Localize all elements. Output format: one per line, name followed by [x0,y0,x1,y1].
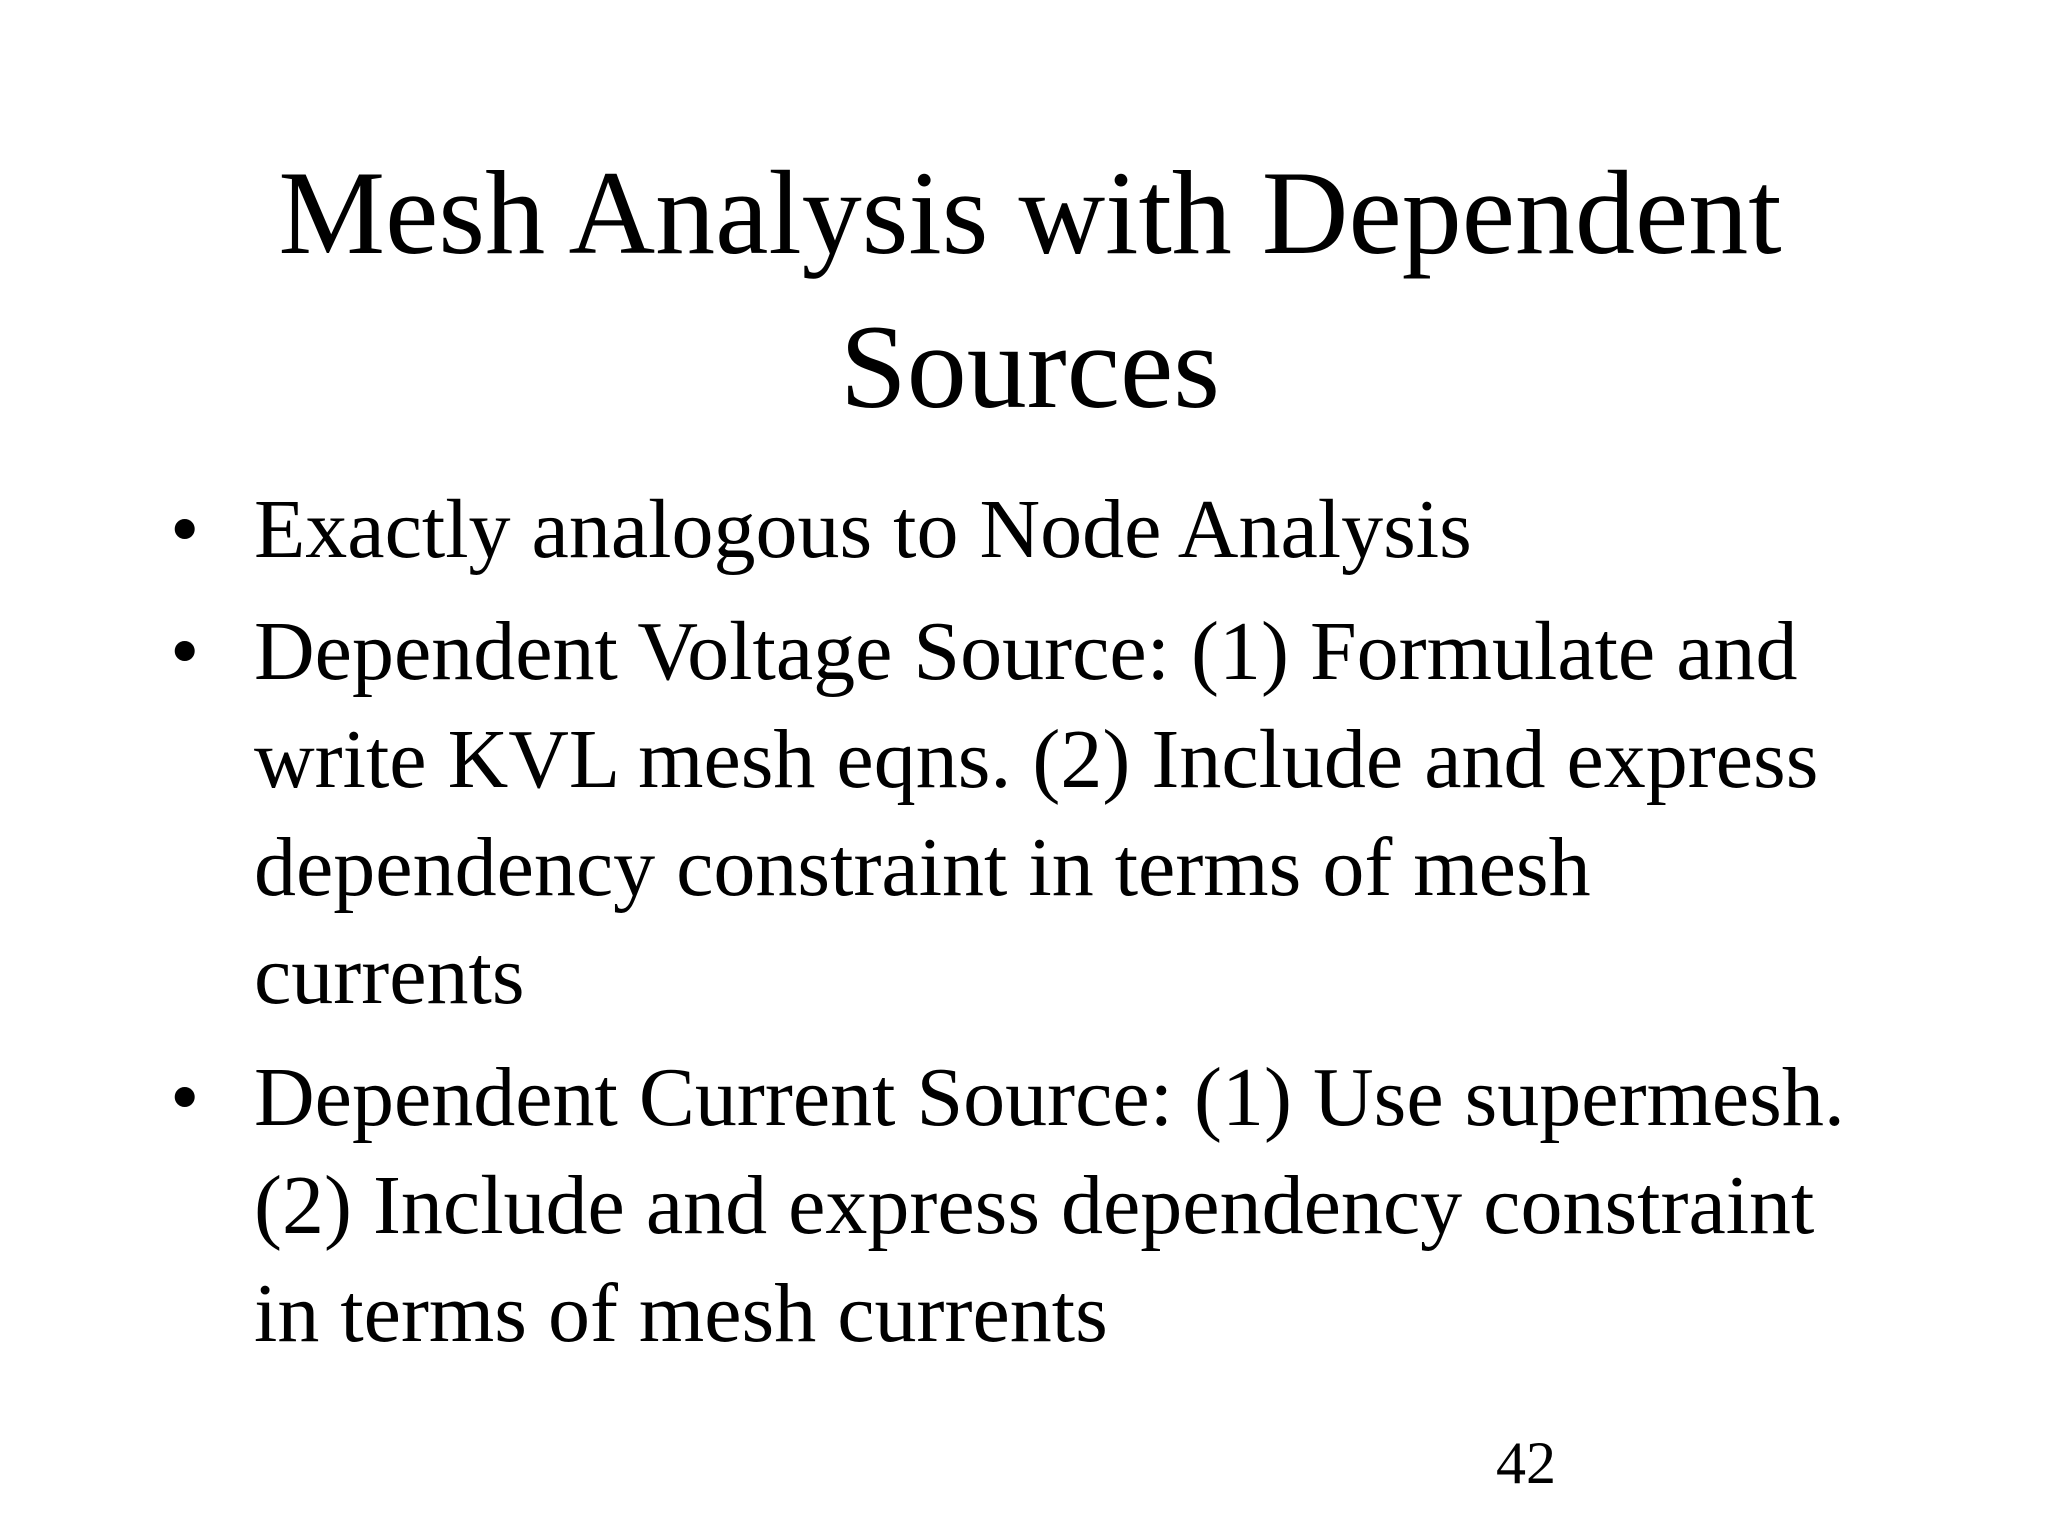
bullet-text: Dependent Current Source: (1) Use supermesh. (2) Include and express dependency constraint in terms of mesh currents [254,1051,1845,1360]
bullet-item [170,1044,1850,1368]
bullet-dot-icon: • [170,605,200,698]
page-number: 42 [1496,1430,1556,1496]
bullet-text: Dependent Voltage Source: (1) Formulate and write KVL mesh eqns. (2) Include and express dependency constraint in terms of mesh currents [254,605,1819,1022]
bullet-text: Exactly analogous to Node Analysis [254,483,1472,576]
bullet-item [170,598,1850,1030]
bullet-dot-icon: • [170,1051,200,1144]
bullet-item [170,476,1850,584]
bullet-list [170,476,1850,1368]
slide-title: Mesh Analysis with Dependent Sources [278,146,1782,433]
bullet-dot-icon: • [170,483,200,576]
